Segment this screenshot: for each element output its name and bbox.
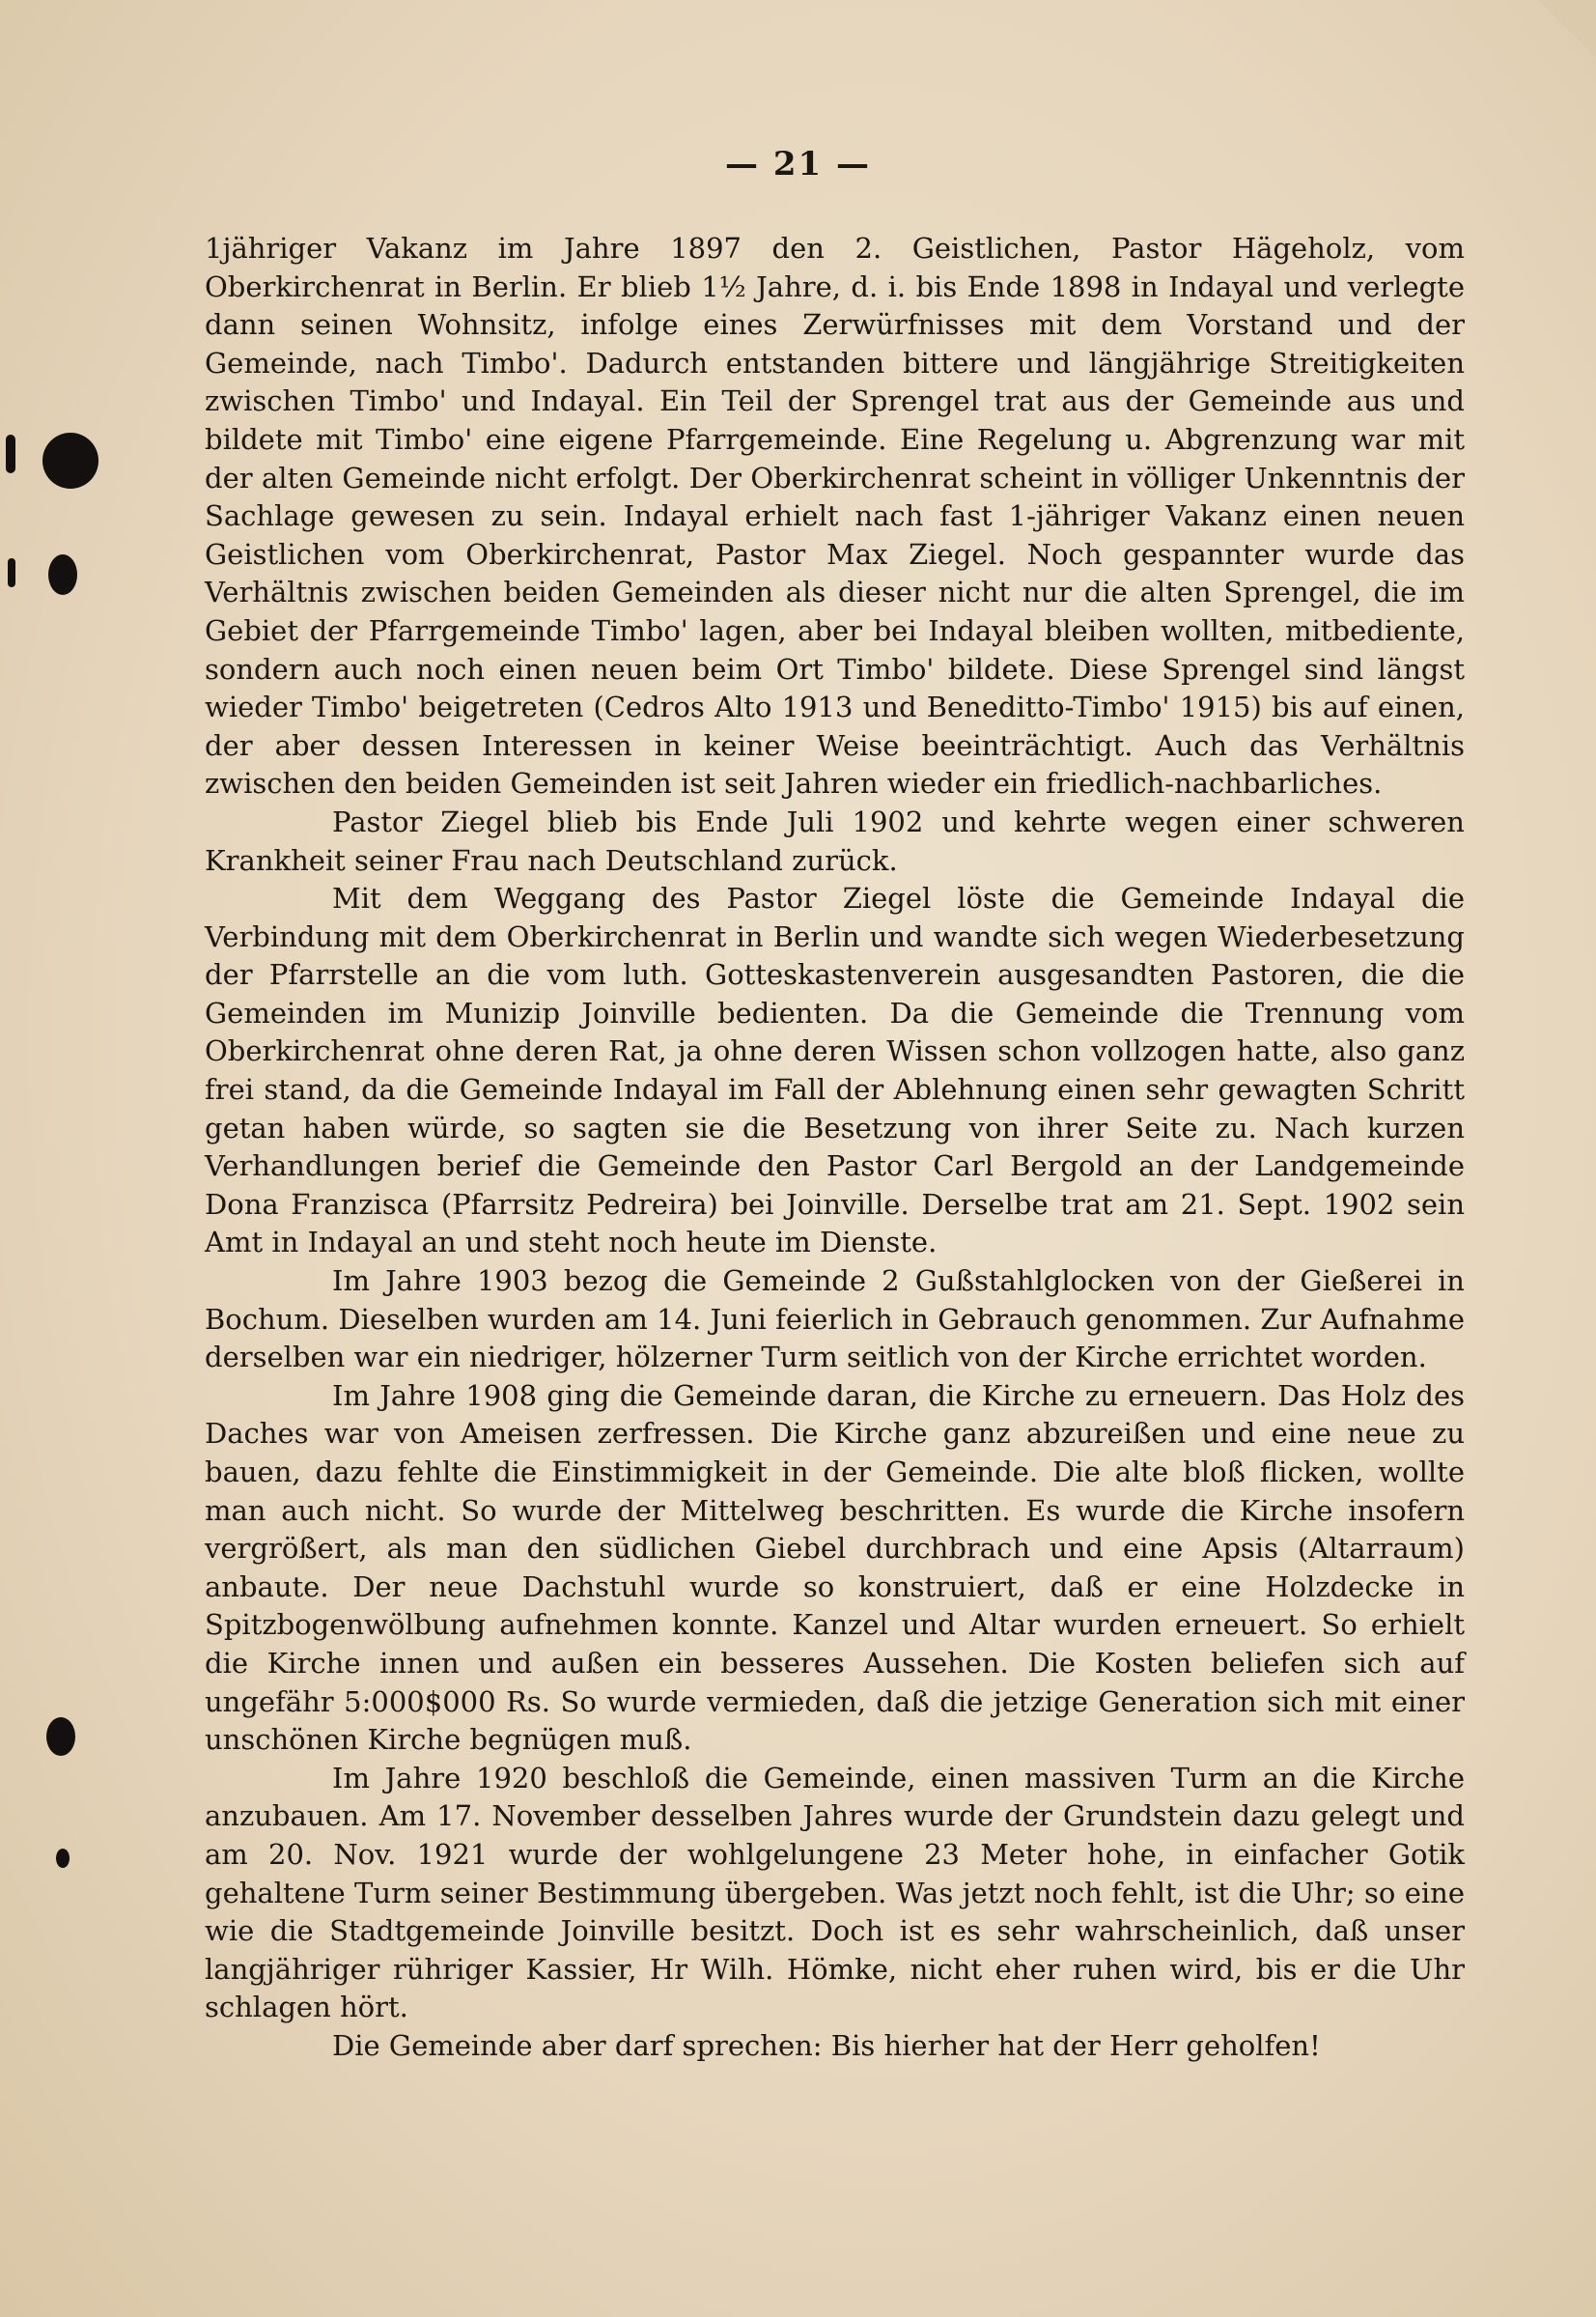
paragraph: Pastor Ziegel blieb bis Ende Juli 1902 und kehrte wegen einer schweren Krankheit seiner Frau nach Deutschland zurück. (205, 805, 1465, 877)
binding-hole (46, 1717, 75, 1756)
paragraph: Im Jahre 1920 beschloß die Gemeinde, einen massiven Turm an die Kirche anzubauen. Am 17. November desselben Jahres wurde der Grundstein dazu gelegt und am 20. Nov. 1921 wurde der wohlgelungene 23 Meter hohe, in einfacher Gotik gehaltene Turm seiner Bestimmung übergeben. Was jetzt noch fehlt, ist die Uhr; so eine wie die Stadtgemeinde Joinville besitzt. Doch ist es sehr wahrscheinlich, daß unser langjähriger rühriger Kassier, Hr Wilh. Hömke, nicht eher ruhen wird, bis er die Uhr schlagen hört. (205, 1761, 1465, 2024)
closing-line: Die Gemeinde aber darf sprechen: Bis hierher hat der Herr geholfen! (332, 2028, 1321, 2062)
binding-hole (8, 558, 15, 587)
paragraph: Mit dem Weggang des Pastor Ziegel löste die Gemeinde Indayal die Verbindung mit dem Oberkirchenrat in Berlin und wandte sich wegen Wiederbesetzung der Pfarrstelle an die vom luth. Gotteskastenverein ausgesandten Pastoren, die die Gemeinden im Munizip Joinville bedienten. Da die Gemeinde die Trennung vom Oberkirchenrat ohne deren Rat, ja ohne deren Wissen schon vollzogen hatte, also ganz frei stand, da die Gemeinde Indayal im Fall der Ablehnung einen sehr gewagten Schritt getan haben würde, so sagten sie die Besetzung von ihrer Seite zu. Nach kurzen Verhandlungen berief die Gemeinde den Pastor Carl Bergold an der Landgemeinde Dona Franzisca (Pfarrsitz Pedreira) bei Joinville. Derselbe trat am 21. Sept. 1902 sein Amt in Indayal an und steht noch heute im Dienste. (205, 882, 1465, 1259)
body-text (205, 230, 1465, 2066)
binding-hole (6, 435, 15, 473)
binding-hole (48, 554, 77, 595)
page-number: — 21 — (725, 145, 871, 184)
binding-hole (42, 433, 98, 489)
page-corner-fold (1538, 0, 1596, 58)
paragraph: Im Jahre 1903 bezog die Gemeinde 2 Gußstahlglocken von der Gießerei in Bochum. Dieselben wurden am 14. Juni feierlich in Gebrauch genommen. Zur Aufnahme derselben war ein niedriger, hölzerner Turm seitlich von der Kirche errichtet worden. (205, 1264, 1465, 1374)
paragraph: Im Jahre 1908 ging die Gemeinde daran, die Kirche zu erneuern. Das Holz des Daches war von Ameisen zerfressen. Die Kirche ganz abzureißen und eine neue zu bauen, dazu fehlte die Einstimmigkeit in der Gemeinde. Die alte bloß flicken, wollte man auch nicht. So wurde der Mittelweg beschritten. Es wurde die Kirche insofern vergrößert, als man den südlichen Giebel durchbrach und eine Apsis (Altarraum) anbaute. Der neue Dachstuhl wurde so konstruiert, daß er eine Holzdecke in Spitzbogenwölbung aufnehmen konnte. Kanzel und Altar wurden erneuert. So erhielt die Kirche innen und außen ein besseres Aussehen. Die Kosten beliefen sich auf ungefähr 5:000$000 Rs. So wurde vermieden, daß die jetzige Generation sich mit einer unschönen Kirche begnügen muß. (205, 1378, 1465, 1757)
paragraph: 1jähriger Vakanz im Jahre 1897 den 2. Geistlichen, Pastor Hägeholz, vom Oberkirchenrat in Berlin. Er blieb 1½ Jahre, d. i. bis Ende 1898 in Indayal und verlegte dann seinen Wohnsitz, infolge eines Zerwürfnisses mit dem Vorstand und der Gemeinde, nach Timbo'. Dadurch entstanden bittere und längjährige Streitigkeiten zwischen Timbo' und Indayal. Ein Teil der Sprengel trat aus der Gemeinde aus und bildete mit Timbo' eine eigene Pfarrgemeinde. Eine Regelung u. Abgrenzung war mit der alten Gemeinde nicht erfolgt. Der Oberkirchenrat scheint in völliger Unkenntnis der Sachlage gewesen zu sein. Indayal erhielt nach fast 1-jähriger Vakanz einen neuen Geistlichen vom Oberkirchenrat, Pastor Max Ziegel. Noch gespannter wurde das Verhältnis zwischen beiden Gemeinden als dieser nicht nur die alten Sprengel, die im Gebiet der Pfarrgemeinde Timbo' lagen, aber bei Indayal bleiben wollten, mitbediente, sondern auch noch einen neuen beim Ort Timbo' bildete. Diese Sprengel sind längst wieder Timbo' beigetreten (Cedros Alto 1913 und Beneditto-Timbo' 1915) bis auf einen, der aber dessen Interessen in keiner Weise beeinträchtigt. Auch das Verhältnis zwischen den beiden Gemeinden ist seit Jahren wieder ein friedlich-nachbarliches. (205, 232, 1465, 801)
binding-hole (56, 1849, 70, 1868)
